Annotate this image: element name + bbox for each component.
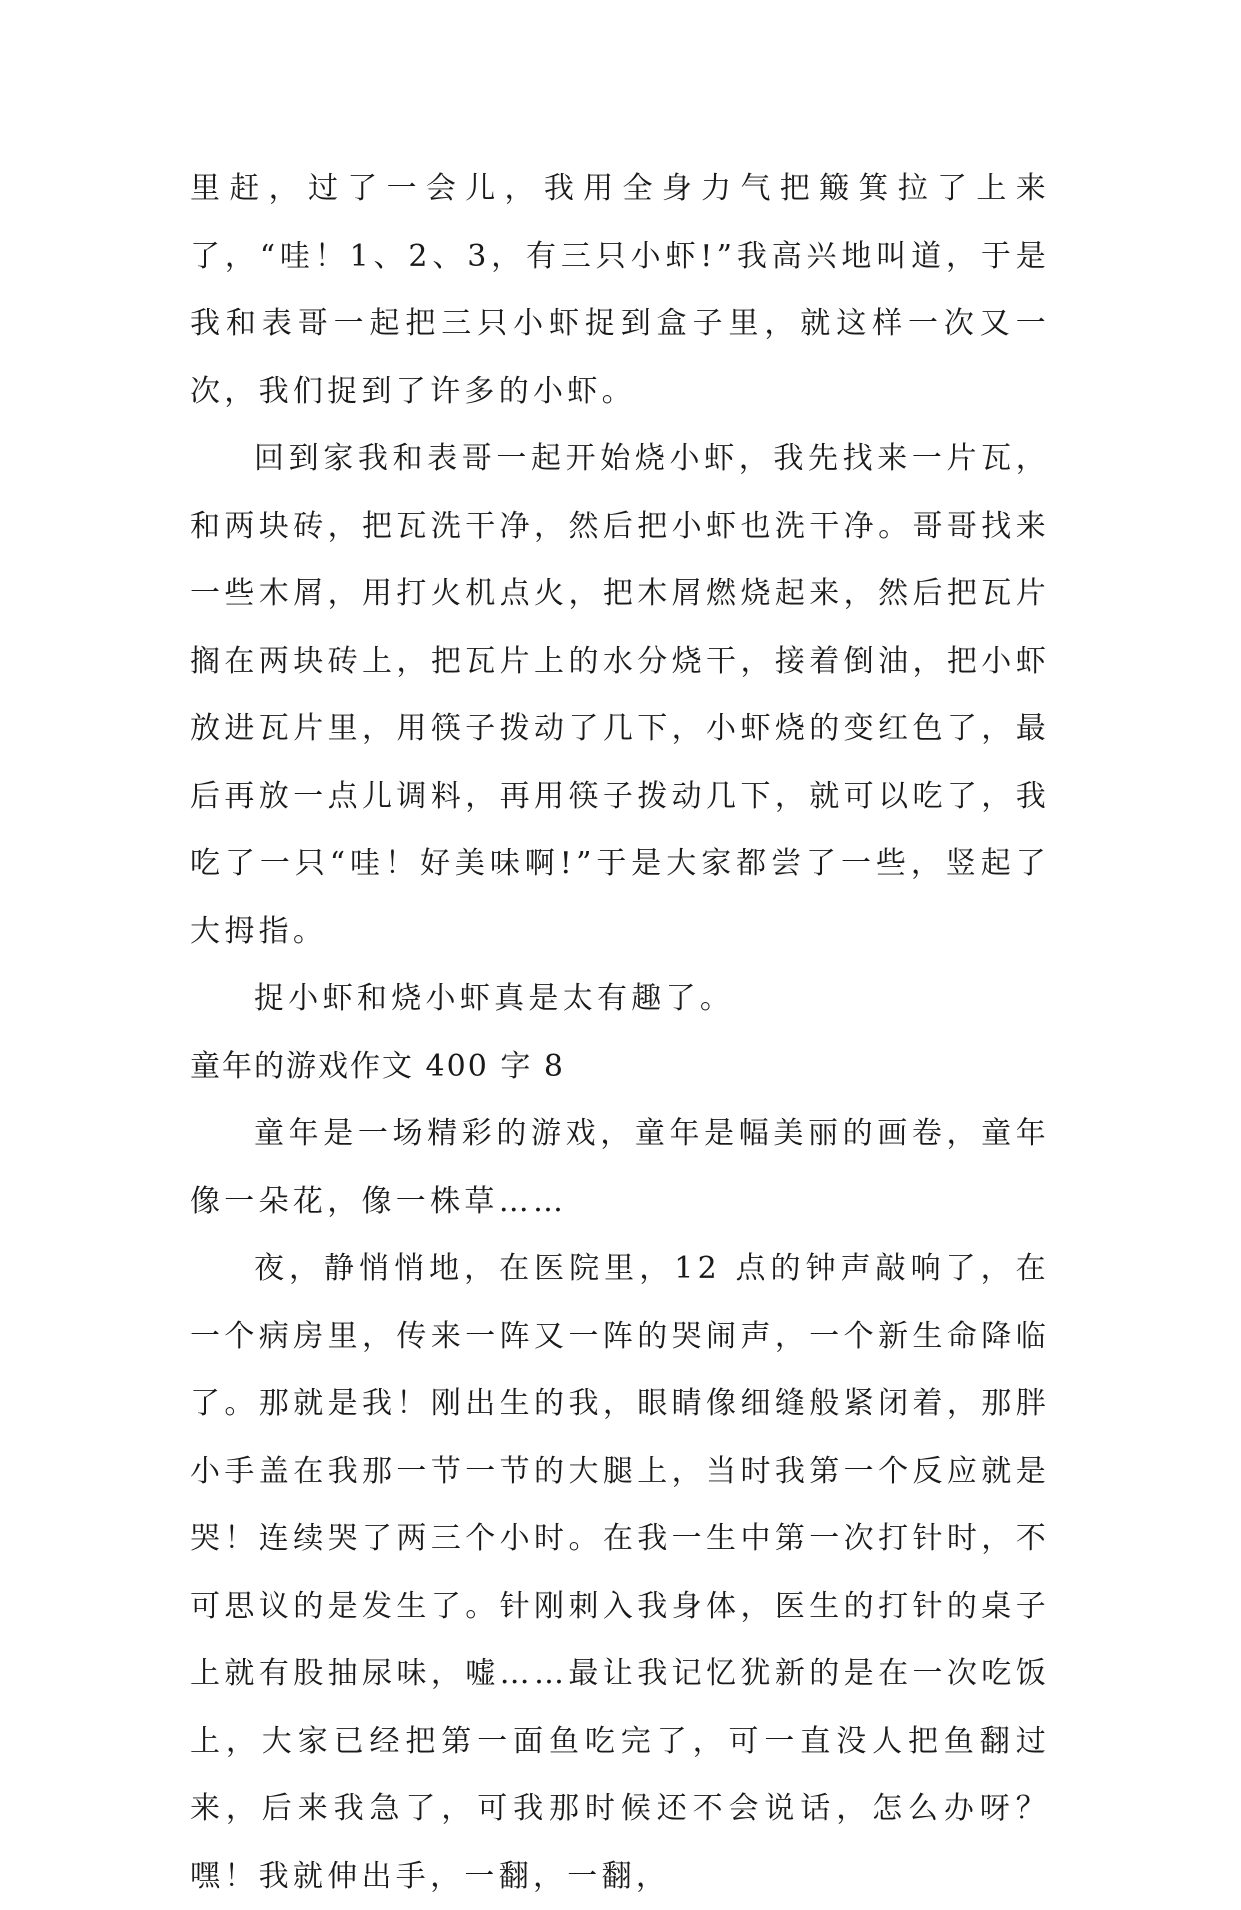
document-body — [190, 155, 1050, 1910]
paragraph-birth-story: 夜，静悄悄地，在医院里，12 点的钟声敲响了，在一个病房里，传来一阵又一阵的哭闹声，一个新生命降临了。那就是我！刚出生的我，眼睛像细缝般紧闭着，那胖小手盖在我那一节一节的大腿上，当时我第一个反应就是哭！连续哭了两三个小时。在我一生中第一次打针时，不可思议的是发生了。针刚刺入我身体，医生的打针的桌子上就有股抽尿味，嘘……最让我记忆犹新的是在一次吃饭上，大家已经把第一面鱼吃完了，可一直没人把鱼翻过来，后来我急了，可我那时候还不会说话，怎么办呀？嘿！我就伸出手，一翻，一翻， — [190, 1251, 1050, 1894]
paragraph-childhood-intro: 童年是一场精彩的游戏，童年是幅美丽的画卷，童年像一朵花，像一株草…… — [190, 1116, 1050, 1219]
section-heading: 童年的游戏作文 400 字 8 — [190, 1048, 565, 1084]
paragraph-conclusion: 捉小虾和烧小虾真是太有趣了。 — [254, 981, 735, 1016]
paragraph-cooking-shrimp: 回到家我和表哥一起开始烧小虾，我先找来一片瓦，和两块砖，把瓦洗干净，然后把小虾也洗干净。哥哥找来一些木屑，用打火机点火，把木屑燃烧起来，然后把瓦片搁在两块砖上，把瓦片上的水分烧干，接着倒油，把小虾放进瓦片里，用筷子拨动了几下，小虾烧的变红色了，最后再放一点儿调料，再用筷子拨动几下，就可以吃了，我吃了一只“哇！好美味啊!”于是大家都尝了一些，竖起了大拇指。 — [190, 441, 1050, 949]
paragraph-continuation: 里赶，过了一会儿，我用全身力气把簸箕拉了上来了，“哇！1、2、3，有三只小虾!”我高兴地叫道，于是我和表哥一起把三只小虾捉到盒子里，就这样一次又一次，我们捉到了许多的小虾。 — [190, 171, 1050, 409]
